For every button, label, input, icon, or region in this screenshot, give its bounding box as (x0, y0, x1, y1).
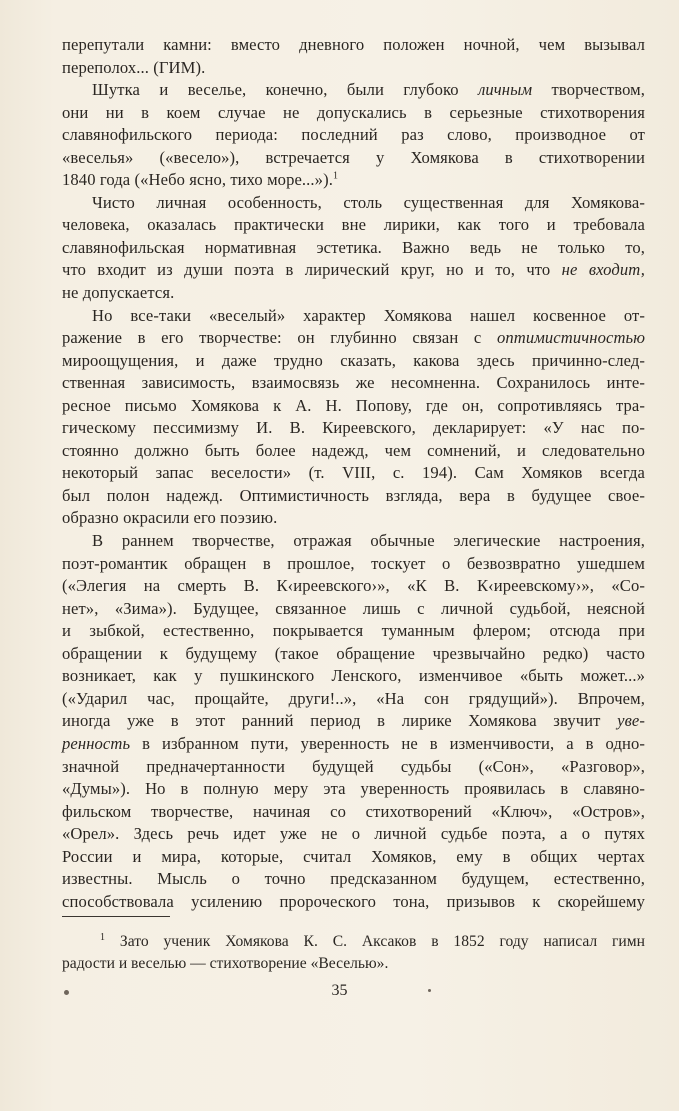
paragraph-line (62, 124, 645, 147)
paragraph-line (62, 733, 645, 756)
paragraph-line (62, 462, 645, 485)
paragraph-line (62, 688, 645, 711)
paragraph (62, 305, 645, 530)
text-run: В раннем творчестве, отражая обычные элегические настроения, (92, 531, 645, 551)
paragraph (62, 79, 645, 192)
text-run: значной предначертанности будущей судьбы («Сон», «Разговор», (62, 756, 645, 776)
text-run: «веселья» («весело»), встречается у Хомякова в стихотворении (62, 147, 645, 167)
paragraph-line (62, 553, 645, 576)
text-run: человека, оказалась практически вне лирики, как того и требовала (62, 215, 645, 235)
print-speck (64, 990, 69, 995)
text-run: славянофильского периода: последний раз слово, производное от (62, 125, 645, 145)
paragraph-line (62, 846, 645, 869)
italic-text: не входит, (561, 260, 645, 280)
paragraph-line (62, 756, 645, 779)
text-run: что входит из души поэта в лирический круг, но и то, что (62, 260, 562, 280)
footnote-line (62, 953, 645, 975)
paragraph-line (62, 665, 645, 688)
paragraph-line (62, 214, 645, 237)
text-run: («Ударил час, прощайте, други!..», «На сон грядущий»). Впрочем, (62, 688, 645, 708)
text-run: нет», «Зима»). Будущее, связанное лишь с личной судьбой, неясной (62, 598, 645, 618)
paragraph-line (62, 575, 645, 598)
paragraph-line (62, 891, 645, 914)
print-speck (428, 989, 431, 992)
footnote-marker: 1 (100, 931, 105, 943)
paragraph-line (62, 507, 645, 530)
text-run: гическому пессимизму И. В. Киреевского, декларирует: «У нас по- (62, 418, 645, 438)
text-run: Зато ученик Хомякова К. С. Аксаков в 1852 году написал гимн (105, 933, 645, 950)
text-run: стоянно должно быть более надежд, чем сомнений, и следовательно (62, 440, 645, 460)
paragraph-line (62, 417, 645, 440)
paragraph-line (62, 147, 645, 170)
paragraph-line (62, 350, 645, 373)
paragraph (62, 192, 645, 305)
text-run: известны. Мысль о точно предсказанном будущем, естественно, (62, 869, 645, 889)
paragraph-line (62, 305, 645, 328)
text-run: возникает, как у пушкинского Ленского, изменчивое «быть может...» (62, 666, 645, 686)
footnote (62, 931, 645, 974)
paragraph-line (62, 57, 645, 80)
paragraph-line (62, 643, 645, 666)
paragraph-line (62, 823, 645, 846)
footnote-marker: 1 (332, 170, 339, 182)
italic-text: ренность (62, 733, 131, 753)
text-run: не допускается. (62, 283, 175, 303)
text-run: 1840 года («Небо ясно, тихо море...»). (62, 170, 333, 190)
paragraph-line (62, 440, 645, 463)
text-run: радости и веселью — стихотворение «Веселью». (62, 954, 389, 972)
paragraph-line (62, 327, 645, 350)
text-run: обращении к будущему (такое обращение чрезвычайно редко) часто (62, 643, 645, 663)
paragraph-line (62, 778, 645, 801)
text-run: ресное письмо Хомякова к А. Н. Попову, где он, сопротивляясь тра- (62, 395, 645, 415)
italic-text: оптимистичностью (496, 328, 645, 348)
text-run: был полон надежд. Оптимистичность взгляда, вера в будущее свое- (62, 485, 645, 505)
text-run: ражение в его творчестве: он глубинно связан с (62, 328, 497, 348)
page-number: 35 (331, 982, 348, 999)
paragraph-line (62, 801, 645, 824)
paragraph-line (62, 102, 645, 125)
paragraph-line (62, 237, 645, 260)
paragraph-line (62, 192, 645, 215)
text-run: перепутали камни: вместо дневного положен ночной, чем вызывал (62, 35, 645, 54)
text-run: поэт-романтик обращен в прошлое, тоскует о безвозвратно ушедшем (62, 553, 645, 573)
paragraph-line (62, 620, 645, 643)
text-run: Но все-таки «веселый» характер Хомякова нашел косвенное от- (92, 305, 645, 325)
paragraph-line (62, 169, 645, 192)
paragraph (62, 34, 645, 79)
paragraph-line (62, 259, 645, 282)
paragraph-line (62, 710, 645, 733)
paragraph-line (62, 530, 645, 553)
text-run: в избранном пути, уверенность не в изменчивости, а в одно- (130, 733, 645, 753)
text-run: образно окрасили его поэзию. (62, 508, 278, 528)
paragraph-line (62, 868, 645, 891)
text-run: они ни в коем случае не допускались в серьезные стихотворения (62, 102, 645, 122)
text-run: славянофильская нормативная эстетика. Важно ведь не только то, (62, 237, 645, 257)
paragraph-line (62, 372, 645, 395)
paragraph-line (62, 282, 645, 305)
italic-text: увe- (617, 711, 645, 731)
footnote-divider (62, 916, 170, 917)
text-run: ственная зависимость, взаимосвязь же несомненна. Сохранилось инте- (62, 373, 645, 393)
italic-text: личным (478, 80, 533, 100)
text-run: «Орел». Здесь речь идет уже не о личной судьбе поэта, а о путях (62, 824, 645, 844)
text-run: мироощущения, и даже трудно сказать, какова здесь причинно-след- (62, 350, 645, 370)
paragraph-line (62, 485, 645, 508)
paragraph-line (62, 395, 645, 418)
text-run: «Думы»). Но в полную меру эта уверенность проявилась в славяно- (62, 779, 645, 799)
text-run: России и мира, которые, считал Хомяков, ему в общих чертах (62, 846, 645, 866)
paragraph (62, 530, 645, 913)
main-text (62, 34, 645, 913)
paragraph-line (62, 598, 645, 621)
text-run: способствовала усилению пророческого тона, призывов к скорейшему (62, 891, 645, 911)
text-run: Шутка и веселье, конечно, были глубоко (92, 80, 479, 100)
paragraph-line (62, 34, 645, 57)
text-run: Чисто личная особенность, столь существенная для Хомякова- (92, 192, 645, 212)
text-run: и зыбкой, естественно, покрывается туманным флером; отсюда при (62, 621, 645, 641)
paragraph-line (62, 79, 645, 102)
text-run: иногда уже в этот ранний период в лирике Хомякова звучит (62, 711, 618, 731)
footnote-line (62, 931, 645, 953)
text-run: некоторый запас веселости» (т. VIII, с. 194). Сам Хомяков всегда (62, 463, 645, 483)
text-run: фильском творчестве, начиная со стихотворений «Ключ», «Остров», (62, 801, 645, 821)
text-run: переполох... (ГИМ). (62, 57, 206, 77)
text-run: («Элегия на смерть В. К‹иреевского›», «К В. К‹иреевскому›», «Со- (62, 576, 645, 596)
text-run: творчеством, (532, 80, 645, 100)
